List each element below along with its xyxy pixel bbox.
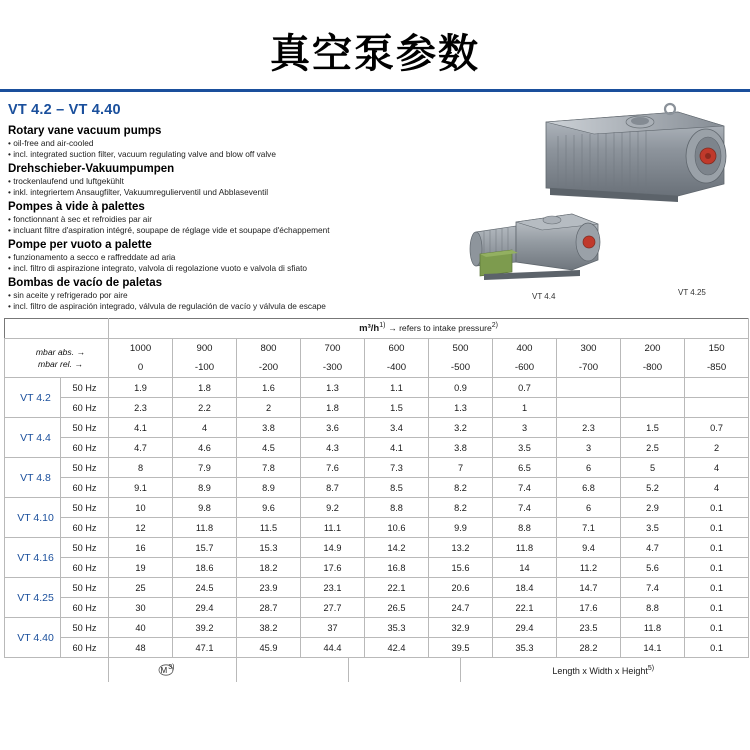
cell-1-60-8: 2.5 <box>621 438 685 458</box>
cell-0-60-5: 1.3 <box>429 398 493 418</box>
photo-caption-big: VT 4.25 <box>678 288 706 297</box>
table-row <box>5 538 749 558</box>
footer-blank-2 <box>236 658 348 682</box>
model-label-4: VT 4.16 <box>5 538 61 578</box>
table-row <box>5 518 749 538</box>
cell-6-50-5: 32.9 <box>429 618 493 638</box>
hz-label-60-6: 60 Hz <box>61 638 109 658</box>
table-row <box>5 378 749 398</box>
cell-6-60-2: 45.9 <box>237 638 301 658</box>
cell-1-50-5: 3.2 <box>429 418 493 438</box>
cell-4-60-3: 17.6 <box>301 558 365 578</box>
cell-3-50-0: 10 <box>109 498 173 518</box>
cell-0-50-8 <box>621 378 685 398</box>
col-rel-1: -100 <box>173 358 237 378</box>
cell-4-60-0: 19 <box>109 558 173 578</box>
col-abs-5: 500 <box>429 339 493 359</box>
hz-label-60-2: 60 Hz <box>61 478 109 498</box>
cell-2-50-9: 4 <box>685 458 749 478</box>
cell-4-50-1: 15.7 <box>173 538 237 558</box>
table-row <box>5 478 749 498</box>
lang-line-es-2: • incl. filtro de aspiración integrado, válvula de regulación de vacío y válvula de escape <box>8 300 326 311</box>
col-abs-9: 150 <box>685 339 749 359</box>
units-main-label: m³/h <box>359 323 380 335</box>
cell-2-60-8: 5.2 <box>621 478 685 498</box>
cell-1-50-6: 3 <box>493 418 557 438</box>
cell-2-60-6: 7.4 <box>493 478 557 498</box>
footer-dimensions-sup: 5) <box>647 664 655 672</box>
cell-6-50-6: 29.4 <box>493 618 557 638</box>
cell-2-60-2: 8.9 <box>237 478 301 498</box>
lang-line-en-1: • oil-free and air-cooled <box>8 138 94 148</box>
cell-6-50-3: 37 <box>301 618 365 638</box>
table-row <box>5 498 749 518</box>
cell-2-50-3: 7.6 <box>301 458 365 478</box>
cell-1-60-9: 2 <box>685 438 749 458</box>
table-row <box>5 558 749 578</box>
cell-5-50-9: 0.1 <box>685 578 749 598</box>
table-row <box>5 438 749 458</box>
cell-6-50-9: 0.1 <box>685 618 749 638</box>
footer-row <box>4 658 746 682</box>
cell-0-60-0: 2.3 <box>109 398 173 418</box>
cell-1-60-1: 4.6 <box>173 438 237 458</box>
cell-6-60-4: 42.4 <box>365 638 429 658</box>
cell-0-60-6: 1 <box>493 398 557 418</box>
photo-caption-small: VT 4.4 <box>532 292 556 301</box>
units-note-label: → refers to intake pressure <box>388 323 492 334</box>
cell-1-50-0: 4.1 <box>109 418 173 438</box>
cell-3-50-4: 8.8 <box>365 498 429 518</box>
lang-line-es-1: • sin aceite y refrigerado por aire <box>8 290 128 300</box>
cell-3-60-9: 0.1 <box>685 518 749 538</box>
table-axis-abs-row <box>5 339 749 359</box>
col-rel-6: -600 <box>493 358 557 378</box>
cell-0-50-2: 1.6 <box>237 378 301 398</box>
col-rel-0: 0 <box>109 358 173 378</box>
hz-label-50-6: 50 Hz <box>61 618 109 638</box>
lang-title-fr: Pompes à vide à palettes <box>8 201 145 213</box>
col-abs-2: 800 <box>237 339 301 359</box>
cell-4-60-8: 5.6 <box>621 558 685 578</box>
cell-6-60-1: 47.1 <box>173 638 237 658</box>
hz-label-60-0: 60 Hz <box>61 398 109 418</box>
cell-4-50-4: 14.2 <box>365 538 429 558</box>
cell-4-50-8: 4.7 <box>621 538 685 558</box>
cell-2-50-2: 7.8 <box>237 458 301 478</box>
units-main-sup: 1) <box>379 322 386 330</box>
col-rel-7: -700 <box>557 358 621 378</box>
cell-5-60-6: 22.1 <box>493 598 557 618</box>
col-abs-6: 400 <box>493 339 557 359</box>
cell-5-50-5: 20.6 <box>429 578 493 598</box>
units-header-blank <box>5 319 109 339</box>
cell-5-50-0: 25 <box>109 578 173 598</box>
units-header-cell <box>109 319 749 339</box>
lang-title-es: Bombas de vacío de paletas <box>8 277 163 289</box>
cell-2-50-0: 8 <box>109 458 173 478</box>
table-row <box>5 418 749 438</box>
axis-label-rel: mbar rel. → <box>38 359 83 369</box>
cell-1-60-7: 3 <box>557 438 621 458</box>
model-label-5: VT 4.25 <box>5 578 61 618</box>
cell-1-50-1: 4 <box>173 418 237 438</box>
cell-3-60-5: 9.9 <box>429 518 493 538</box>
cell-1-60-2: 4.5 <box>237 438 301 458</box>
cell-2-60-1: 8.9 <box>173 478 237 498</box>
cell-4-60-2: 18.2 <box>237 558 301 578</box>
cell-5-50-6: 18.4 <box>493 578 557 598</box>
cell-1-50-8: 1.5 <box>621 418 685 438</box>
col-abs-7: 300 <box>557 339 621 359</box>
footer-motor-label: M <box>160 665 168 675</box>
model-label-2: VT 4.8 <box>5 458 61 498</box>
lang-line-fr-2: • incluant filtre d'aspiration intégré, soupape de réglage vide et soupape d'échappement <box>8 224 330 235</box>
cell-4-50-9: 0.1 <box>685 538 749 558</box>
cell-2-50-1: 7.9 <box>173 458 237 478</box>
footer-motor-cell <box>108 658 236 682</box>
intro-section <box>0 92 750 318</box>
col-abs-1: 900 <box>173 339 237 359</box>
hz-label-50-4: 50 Hz <box>61 538 109 558</box>
cell-6-50-8: 11.8 <box>621 618 685 638</box>
model-label-1: VT 4.4 <box>5 418 61 458</box>
cell-2-60-7: 6.8 <box>557 478 621 498</box>
cell-5-50-4: 22.1 <box>365 578 429 598</box>
model-label-6: VT 4.40 <box>5 618 61 658</box>
cell-2-60-3: 8.7 <box>301 478 365 498</box>
hz-label-50-0: 50 Hz <box>61 378 109 398</box>
cell-1-60-3: 4.3 <box>301 438 365 458</box>
cell-5-60-3: 27.7 <box>301 598 365 618</box>
footer-blank-1 <box>4 658 108 682</box>
col-rel-9: -850 <box>685 358 749 378</box>
cell-3-50-3: 9.2 <box>301 498 365 518</box>
cell-5-60-7: 17.6 <box>557 598 621 618</box>
cell-2-60-9: 4 <box>685 478 749 498</box>
cell-0-50-7 <box>557 378 621 398</box>
cell-3-50-9: 0.1 <box>685 498 749 518</box>
cell-4-60-7: 11.2 <box>557 558 621 578</box>
cell-6-50-7: 23.5 <box>557 618 621 638</box>
cell-0-50-5: 0.9 <box>429 378 493 398</box>
cell-2-50-7: 6 <box>557 458 621 478</box>
cell-6-60-7: 28.2 <box>557 638 621 658</box>
cell-4-60-1: 18.6 <box>173 558 237 578</box>
cell-3-60-8: 3.5 <box>621 518 685 538</box>
pump-image-vt425 <box>528 100 738 212</box>
cell-2-50-8: 5 <box>621 458 685 478</box>
cell-3-60-3: 11.1 <box>301 518 365 538</box>
table-axis-rel-row <box>5 358 749 378</box>
lang-line-en-2: • incl. integrated suction filter, vacuum regulating valve and blow off valve <box>8 148 276 159</box>
cell-6-60-3: 44.4 <box>301 638 365 658</box>
lang-line-fr-1: • fonctionnant à sec et refroidies par air <box>8 214 153 224</box>
table-units-header-row <box>5 319 749 339</box>
cell-3-50-7: 6 <box>557 498 621 518</box>
performance-table <box>4 318 749 658</box>
cell-5-50-1: 24.5 <box>173 578 237 598</box>
cell-4-50-2: 15.3 <box>237 538 301 558</box>
cell-6-60-8: 14.1 <box>621 638 685 658</box>
cell-6-50-1: 39.2 <box>173 618 237 638</box>
cell-0-60-8 <box>621 398 685 418</box>
cell-3-60-1: 11.8 <box>173 518 237 538</box>
lang-line-de-1: • trockenlaufend und luftgekühlt <box>8 176 124 186</box>
lang-block-en <box>8 124 478 159</box>
hz-label-60-4: 60 Hz <box>61 558 109 578</box>
cell-1-60-6: 3.5 <box>493 438 557 458</box>
cell-2-50-6: 6.5 <box>493 458 557 478</box>
cell-6-50-2: 38.2 <box>237 618 301 638</box>
cell-2-60-5: 8.2 <box>429 478 493 498</box>
table-row <box>5 598 749 618</box>
cell-0-60-4: 1.5 <box>365 398 429 418</box>
lang-block-es <box>8 276 478 311</box>
col-rel-4: -400 <box>365 358 429 378</box>
cell-6-60-9: 0.1 <box>685 638 749 658</box>
cell-6-60-5: 39.5 <box>429 638 493 658</box>
lang-title-en: Rotary vane vacuum pumps <box>8 125 162 137</box>
cell-0-50-0: 1.9 <box>109 378 173 398</box>
cell-3-50-5: 8.2 <box>429 498 493 518</box>
cell-4-50-5: 13.2 <box>429 538 493 558</box>
lang-block-fr <box>8 200 478 235</box>
cell-1-50-4: 3.4 <box>365 418 429 438</box>
cell-4-50-3: 14.9 <box>301 538 365 558</box>
cell-1-50-2: 3.8 <box>237 418 301 438</box>
cell-0-50-4: 1.1 <box>365 378 429 398</box>
cell-0-60-1: 2.2 <box>173 398 237 418</box>
cell-0-50-9 <box>685 378 749 398</box>
cell-6-50-0: 40 <box>109 618 173 638</box>
cell-0-50-3: 1.3 <box>301 378 365 398</box>
cell-3-50-2: 9.6 <box>237 498 301 518</box>
table-row <box>5 458 749 478</box>
cell-5-60-4: 26.5 <box>365 598 429 618</box>
footer-motor-sup: 3) <box>168 663 175 671</box>
hz-label-50-5: 50 Hz <box>61 578 109 598</box>
hz-label-60-3: 60 Hz <box>61 518 109 538</box>
cell-0-60-3: 1.8 <box>301 398 365 418</box>
cell-4-60-5: 15.6 <box>429 558 493 578</box>
cell-6-60-6: 35.3 <box>493 638 557 658</box>
cell-4-60-6: 14 <box>493 558 557 578</box>
cell-5-60-2: 28.7 <box>237 598 301 618</box>
cell-3-60-6: 8.8 <box>493 518 557 538</box>
footer-blank-3 <box>348 658 460 682</box>
table-row <box>5 618 749 638</box>
cell-4-50-0: 16 <box>109 538 173 558</box>
cell-1-50-9: 0.7 <box>685 418 749 438</box>
cell-1-50-7: 2.3 <box>557 418 621 438</box>
footer-dimensions-label: Length x Width x Height <box>552 665 648 676</box>
hz-label-50-1: 50 Hz <box>61 418 109 438</box>
lang-line-it-2: • incl. filtro di aspirazione integrato, valvola di regolazione vuoto e valvola di sfiato <box>8 262 307 273</box>
cell-4-50-6: 11.8 <box>493 538 557 558</box>
lang-title-de: Drehschieber-Vakuumpumpen <box>8 163 175 175</box>
cell-3-60-2: 11.5 <box>237 518 301 538</box>
lang-title-it: Pompe per vuoto a palette <box>8 239 152 251</box>
hz-label-60-1: 60 Hz <box>61 438 109 458</box>
lang-block-de <box>8 162 478 197</box>
cell-5-50-3: 23.1 <box>301 578 365 598</box>
cell-6-60-0: 48 <box>109 638 173 658</box>
col-abs-0: 1000 <box>109 339 173 359</box>
col-rel-2: -200 <box>237 358 301 378</box>
units-note-sup: 2) <box>491 322 498 330</box>
hz-label-50-2: 50 Hz <box>61 458 109 478</box>
axis-labels-cell <box>5 339 109 378</box>
lang-line-de-2: • inkl. integriertem Ansaugfilter, Vakuumregulierventil und Abblaseventil <box>8 186 269 197</box>
col-rel-3: -300 <box>301 358 365 378</box>
cell-3-60-0: 12 <box>109 518 173 538</box>
cell-3-50-6: 7.4 <box>493 498 557 518</box>
lang-block-it <box>8 238 478 273</box>
product-photos <box>466 96 746 301</box>
cell-0-60-7 <box>557 398 621 418</box>
cell-3-50-8: 2.9 <box>621 498 685 518</box>
cell-6-50-4: 35.3 <box>365 618 429 638</box>
cell-3-60-4: 10.6 <box>365 518 429 538</box>
model-label-0: VT 4.2 <box>5 378 61 418</box>
cell-1-60-4: 4.1 <box>365 438 429 458</box>
footer-strip <box>4 658 746 682</box>
cell-2-60-4: 8.5 <box>365 478 429 498</box>
cell-5-60-9: 0.1 <box>685 598 749 618</box>
cell-2-60-0: 9.1 <box>109 478 173 498</box>
cell-4-50-7: 9.4 <box>557 538 621 558</box>
cell-0-50-6: 0.7 <box>493 378 557 398</box>
cell-2-50-4: 7.3 <box>365 458 429 478</box>
cell-5-60-8: 8.8 <box>621 598 685 618</box>
cell-3-60-7: 7.1 <box>557 518 621 538</box>
col-abs-8: 200 <box>621 339 685 359</box>
cell-2-50-5: 7 <box>429 458 493 478</box>
cell-5-50-8: 7.4 <box>621 578 685 598</box>
table-row <box>5 638 749 658</box>
hz-label-60-5: 60 Hz <box>61 598 109 618</box>
col-abs-4: 600 <box>365 339 429 359</box>
model-label-3: VT 4.10 <box>5 498 61 538</box>
cell-0-60-9 <box>685 398 749 418</box>
col-abs-3: 700 <box>301 339 365 359</box>
table-row <box>5 398 749 418</box>
cell-5-60-1: 29.4 <box>173 598 237 618</box>
cell-5-60-0: 30 <box>109 598 173 618</box>
col-rel-5: -500 <box>429 358 493 378</box>
model-range-heading: VT 4.2 – VT 4.40 <box>8 102 121 118</box>
cell-5-50-2: 23.9 <box>237 578 301 598</box>
col-rel-8: -800 <box>621 358 685 378</box>
hz-label-50-3: 50 Hz <box>61 498 109 518</box>
cell-0-60-2: 2 <box>237 398 301 418</box>
cell-4-60-9: 0.1 <box>685 558 749 578</box>
pump-image-vt44 <box>468 204 618 282</box>
cell-5-50-7: 14.7 <box>557 578 621 598</box>
cell-1-60-0: 4.7 <box>109 438 173 458</box>
footer-dimensions-cell <box>460 658 746 682</box>
page-title: 真空泵参数 <box>270 31 480 77</box>
cell-1-50-3: 3.6 <box>301 418 365 438</box>
table-row <box>5 578 749 598</box>
axis-label-abs: mbar abs. → <box>35 347 86 357</box>
cell-5-60-5: 24.7 <box>429 598 493 618</box>
cell-3-50-1: 9.8 <box>173 498 237 518</box>
lang-line-it-1: • funzionamento a secco e raffreddate ad aria <box>8 252 176 262</box>
cell-4-60-4: 16.8 <box>365 558 429 578</box>
cell-1-60-5: 3.8 <box>429 438 493 458</box>
cell-0-50-1: 1.8 <box>173 378 237 398</box>
